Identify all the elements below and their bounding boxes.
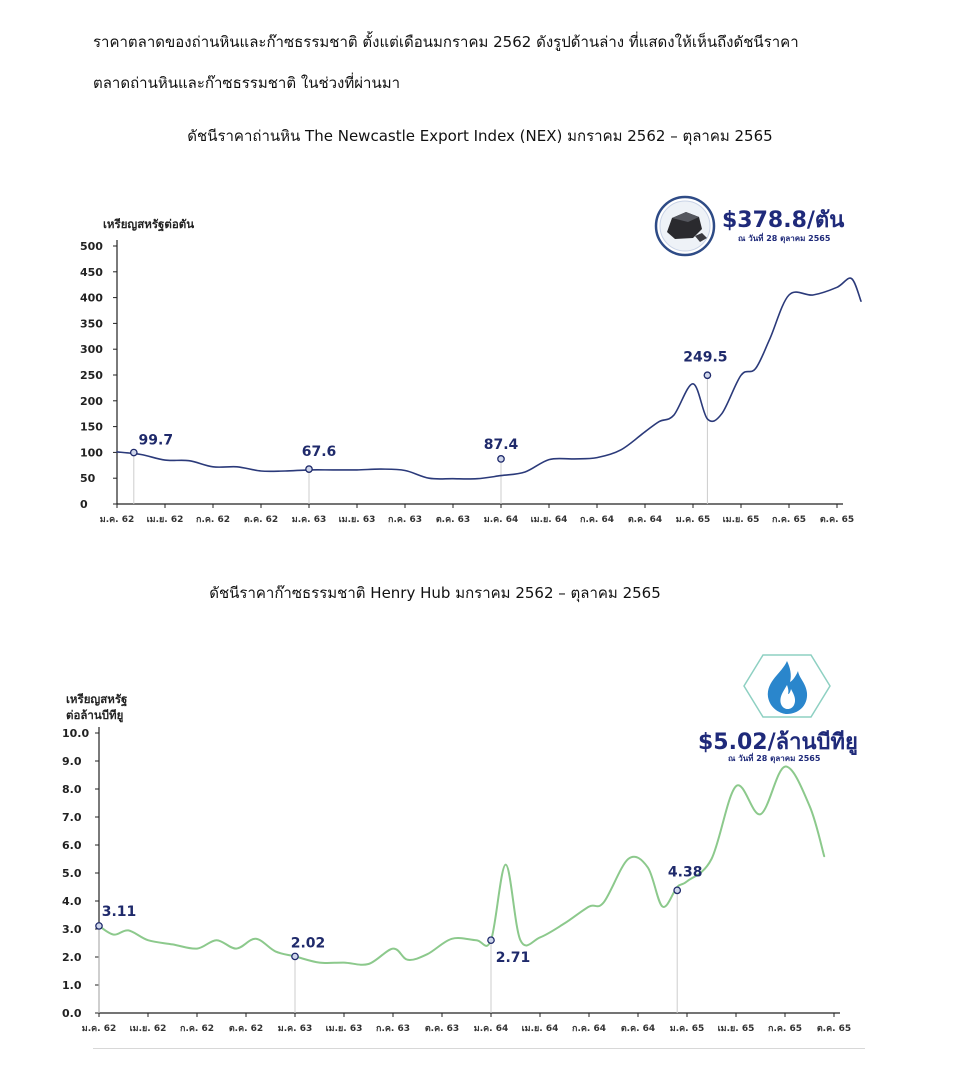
y-tick-label: 6.0 (62, 839, 82, 852)
y-tick-label: 450 (80, 265, 103, 279)
x-tick-label: ต.ค. 62 (228, 1024, 264, 1034)
x-tick-label: ม.ค. 64 (483, 515, 519, 525)
x-tick-label: ก.ค. 64 (580, 515, 614, 525)
y-tick-label: 0 (80, 498, 88, 511)
y-tick-label: 10.0 (62, 727, 90, 740)
y-tick-label: 250 (80, 369, 103, 382)
bottom-divider (93, 1048, 865, 1049)
x-tick-label: ต.ค. 64 (627, 515, 663, 525)
x-tick-label: ม.ค. 63 (291, 515, 327, 525)
data-label: 3.11 (101, 903, 137, 920)
x-tick-label: ต.ค. 65 (816, 1024, 852, 1034)
coal-lump-icon (656, 197, 714, 255)
data-label: 99.7 (138, 432, 174, 449)
x-tick-label: ต.ค. 65 (819, 515, 855, 525)
x-tick-label: เม.ย. 65 (722, 515, 760, 525)
x-tick-label: ก.ค. 64 (572, 1024, 606, 1034)
coal-callout-price: $378.8/ตัน (722, 208, 845, 233)
gas-chart-title: ดัชนีราคาก๊าซธรรมชาติ Henry Hub มกราคม 2562 – ตุลาคม 2565 (209, 584, 661, 602)
flame-icon (744, 655, 830, 717)
y-tick-label: 4.0 (62, 895, 82, 908)
x-tick-label: เม.ย. 64 (530, 515, 568, 525)
x-tick-label: ก.ค. 63 (388, 515, 422, 525)
data-label: 87.4 (483, 436, 519, 453)
coal-callout-date: ณ วันที่ 28 ตุลาคม 2565 (738, 234, 831, 243)
y-tick-label: 0.0 (62, 1007, 82, 1020)
x-tick-label: ก.ค. 65 (768, 1024, 802, 1034)
y-tick-label: 350 (80, 317, 103, 331)
x-tick-label: เม.ย. 63 (325, 1024, 363, 1034)
y-tick-label: 5.0 (62, 867, 82, 880)
gas-callout-price: $5.02/ล้านบีทียู (698, 730, 858, 755)
annotation-point (306, 466, 312, 472)
y-tick-label: 7.0 (62, 811, 82, 824)
y-tick-label: 100 (80, 446, 103, 460)
y-tick-label: 8.0 (62, 783, 82, 796)
coal-chart-title: ดัชนีราคาถ่านหิน The Newcastle Export Index (NEX) มกราคม 2562 – ตุลาคม 2565 (187, 127, 773, 145)
y-axis-label: ต่อล้านบีทียู (66, 708, 124, 722)
gas-price-chart (0, 645, 960, 1045)
annotation-point (488, 937, 494, 943)
y-tick-label: 50 (80, 472, 96, 486)
annotation-point (131, 449, 137, 455)
intro-paragraph (93, 22, 893, 104)
annotation-point (674, 887, 680, 893)
gas-price-line (99, 767, 824, 965)
y-axis-label: เหรียญสหรัฐต่อตัน (103, 217, 195, 231)
x-tick-label: ต.ค. 63 (435, 515, 471, 525)
data-label: 4.38 (667, 864, 703, 881)
x-tick-label: เม.ย. 65 (717, 1024, 755, 1034)
x-tick-label: เม.ย. 63 (338, 515, 376, 525)
x-tick-label: เม.ย. 62 (129, 1024, 167, 1034)
annotation-point (704, 372, 710, 378)
gas-callout-date: ณ วันที่ 28 ตุลาคม 2565 (728, 754, 821, 763)
y-tick-label: 400 (80, 291, 103, 305)
intro-line-2: ตลาดถ่านหินและก๊าซธรรมชาติ ในช่วงที่ผ่านมา (93, 74, 401, 92)
x-tick-label: เม.ย. 62 (146, 515, 184, 525)
intro-line-1: ราคาตลาดของถ่านหินและก๊าซธรรมชาติ ตั้งแต่เดือนมกราคม 2562 ดังรูปด้านล่าง ที่แสดงให้เห็นถึงดัชนีราคา (93, 33, 799, 51)
x-tick-label: ม.ค. 64 (473, 1024, 509, 1034)
x-tick-label: ก.ค. 65 (772, 515, 806, 525)
data-label: 249.5 (683, 349, 728, 366)
y-tick-label: 1.0 (62, 979, 82, 992)
y-tick-label: 300 (80, 343, 103, 357)
x-tick-label: เม.ย. 64 (521, 1024, 559, 1034)
data-label: 2.71 (495, 950, 531, 967)
x-tick-label: ต.ค. 62 (243, 515, 279, 525)
x-tick-label: ต.ค. 63 (424, 1024, 460, 1034)
x-tick-label: ก.ค. 62 (180, 1024, 214, 1034)
x-tick-label: ต.ค. 64 (620, 1024, 656, 1034)
annotation-point (292, 953, 298, 959)
y-tick-label: 9.0 (62, 755, 82, 768)
y-tick-label: 150 (80, 420, 103, 434)
y-tick-label: 3.0 (62, 923, 82, 936)
x-tick-label: ก.ค. 62 (196, 515, 230, 525)
data-label: 67.6 (301, 444, 337, 461)
y-tick-label: 2.0 (62, 951, 82, 964)
x-tick-label: ม.ค. 65 (669, 1024, 705, 1034)
x-tick-label: ก.ค. 63 (376, 1024, 410, 1034)
coal-price-chart (0, 180, 960, 540)
annotation-point (96, 923, 102, 929)
x-tick-label: ม.ค. 62 (81, 1024, 117, 1034)
x-tick-label: ม.ค. 62 (99, 515, 135, 525)
x-tick-label: ม.ค. 63 (277, 1024, 313, 1034)
x-tick-label: ม.ค. 65 (675, 515, 711, 525)
y-axis-label: เหรียญสหรัฐ (66, 692, 128, 706)
y-tick-label: 200 (80, 394, 103, 408)
annotation-point (498, 456, 504, 462)
data-label: 2.02 (290, 935, 326, 952)
y-tick-label: 500 (80, 240, 103, 253)
